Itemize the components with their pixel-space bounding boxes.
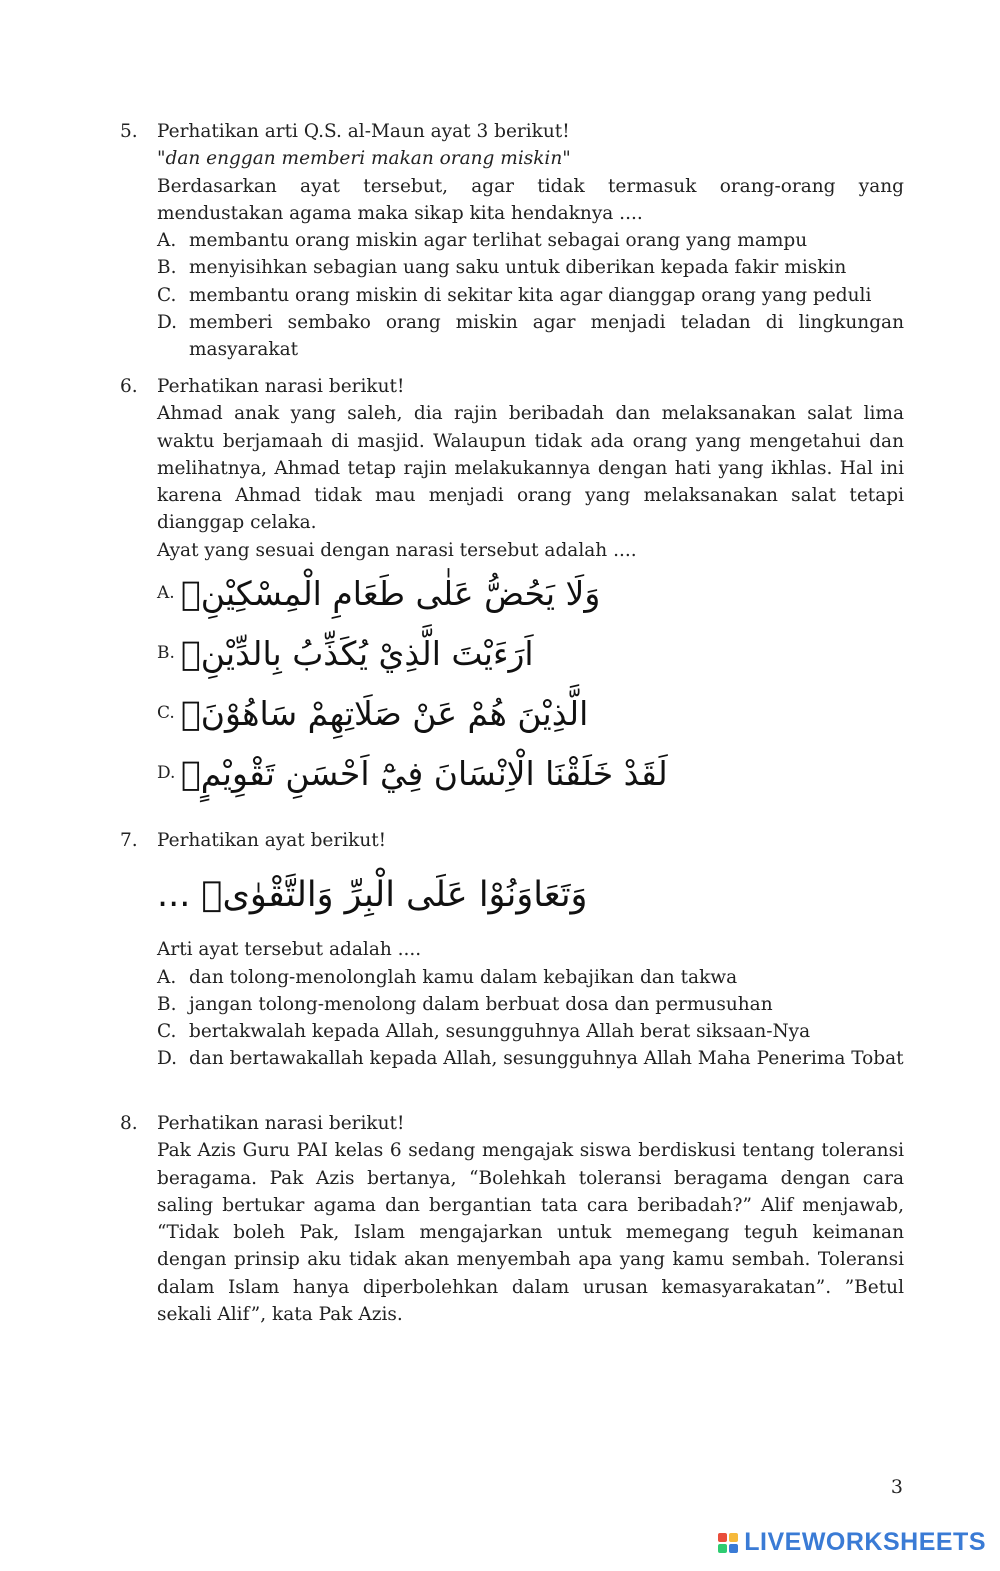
question-number: 7. bbox=[120, 830, 138, 851]
option-label: D. bbox=[157, 312, 178, 334]
option-text: dan bertawakallah kepada Allah, sesungguhnya Allah Maha Penerima Tobat bbox=[189, 1048, 904, 1070]
option-c[interactable] bbox=[157, 282, 904, 309]
option-a[interactable] bbox=[157, 564, 904, 624]
narrative-text: Pak Azis Guru PAI kelas 6 sedang mengajak siswa berdiskusi tentang toleransi beragama. Pak Azis bertanya, “Bolehkah toleransi beragama dengan cara saling bertukar agama dan bergantian tata cara beribadah?” Alif menjawab, “Tidak boleh Pak, Islam mengajarkan untuk memegang teguh keimanan dengan prinsip aku tidak akan menyembah apa yang kamu sembah. Toleransi dalam Islam hanya diperbolehkan dalam urusan kemasyarakatan”. ”Betul sekali Alif”, kata Pak Azis. bbox=[157, 1140, 904, 1326]
logo-square bbox=[718, 1533, 727, 1542]
option-label: A. bbox=[157, 966, 177, 988]
question-intro: Perhatikan arti Q.S. al-Maun ayat 3 berikut! bbox=[157, 121, 570, 142]
arabic-verse: لَقَدْ خَلَقْنَا الْاِنْسَانَ فِيْٓ اَحْسَنِ تَقْوِيْمٍۖ bbox=[181, 754, 668, 794]
option-b[interactable] bbox=[157, 624, 904, 684]
question-number: 5. bbox=[120, 121, 138, 142]
option-text: memberi sembako orang miskin agar menjadi teladan di lingkungan masyarakat bbox=[189, 312, 904, 361]
option-label: C. bbox=[157, 703, 175, 724]
logo-grid-icon bbox=[718, 1533, 738, 1553]
option-label: A. bbox=[157, 583, 175, 604]
page-number: 3 bbox=[890, 1476, 903, 1498]
question-text: Ayat yang sesuai dengan narasi tersebut adalah .... bbox=[157, 539, 637, 561]
option-label: B. bbox=[157, 257, 177, 279]
question-text: Berdasarkan ayat tersebut, agar tidak termasuk orang-orang yang mendustakan agama maka sikap kita hendaknya .... bbox=[157, 175, 904, 224]
option-d[interactable] bbox=[157, 309, 904, 364]
liveworksheets-logo[interactable] bbox=[718, 1528, 986, 1557]
option-d[interactable] bbox=[157, 744, 904, 804]
question-5 bbox=[120, 118, 904, 364]
option-text: membantu orang miskin agar terlihat sebagai orang yang mampu bbox=[189, 230, 808, 252]
option-text: menyisihkan sebagian uang saku untuk diberikan kepada fakir miskin bbox=[189, 257, 847, 279]
option-text: dan tolong-menolonglah kamu dalam kebajikan dan takwa bbox=[189, 966, 738, 988]
option-label: B. bbox=[157, 643, 175, 664]
option-label: A. bbox=[157, 230, 177, 252]
option-label: C. bbox=[157, 1021, 177, 1043]
brand-name: LIVEWORKSHEETS bbox=[744, 1528, 986, 1556]
option-c[interactable] bbox=[157, 684, 904, 744]
logo-square bbox=[718, 1544, 727, 1553]
option-b[interactable] bbox=[157, 991, 904, 1018]
option-c[interactable] bbox=[157, 1018, 904, 1045]
narrative-text: Ahmad anak yang saleh, dia rajin beribadah dan melaksanakan salat lima waktu berjamaah di masjid. Walaupun tidak ada orang yang mengetahui dan melihatnya, Ahmad tetap rajin melakukannya dengan hati yang ikhlas. Hal ini karena Ahmad tidak mau menjadi orang yang melaksanakan salat tetapi dianggap celaka. bbox=[157, 403, 904, 534]
option-a[interactable] bbox=[157, 227, 904, 254]
question-6 bbox=[120, 373, 904, 804]
question-number: 6. bbox=[120, 376, 138, 397]
quoted-verse-meaning: "dan enggan memberi makan orang miskin" bbox=[157, 148, 571, 170]
arabic-verse: الَّذِيْنَ هُمْ عَنْ صَلَاتِهِمْ سَاهُوْنَۙ bbox=[181, 694, 589, 734]
option-label: D. bbox=[157, 763, 176, 784]
option-text: membantu orang miskin di sekitar kita agar dianggap orang yang peduli bbox=[189, 284, 872, 306]
question-7 bbox=[120, 827, 904, 1073]
logo-square bbox=[729, 1544, 738, 1553]
question-intro: Perhatikan narasi berikut! bbox=[157, 376, 405, 397]
option-text: bertakwalah kepada Allah, sesungguhnya Allah berat siksaan-Nya bbox=[189, 1021, 811, 1043]
logo-square bbox=[729, 1533, 738, 1542]
question-intro: Perhatikan narasi berikut! bbox=[157, 1113, 405, 1134]
option-a[interactable] bbox=[157, 964, 904, 991]
option-d[interactable] bbox=[157, 1045, 904, 1072]
question-text: Arti ayat tersebut adalah .... bbox=[157, 939, 422, 961]
question-intro: Perhatikan ayat berikut! bbox=[157, 830, 387, 851]
option-label: C. bbox=[157, 284, 177, 306]
arabic-verse: اَرَءَيْتَ الَّذِيْ يُكَذِّبُ بِالدِّيْنِۗ bbox=[181, 634, 534, 674]
question-number: 8. bbox=[120, 1113, 138, 1134]
arabic-verse: وَتَعَاوَنُوْا عَلَى الْبِرِّ وَالتَّقْوٰىۖ ... bbox=[157, 874, 588, 915]
option-label: B. bbox=[157, 993, 177, 1015]
option-b[interactable] bbox=[157, 254, 904, 281]
option-text: jangan tolong-menolong dalam berbuat dosa dan permusuhan bbox=[189, 993, 773, 1015]
option-label: D. bbox=[157, 1048, 178, 1070]
question-8 bbox=[120, 1110, 904, 1328]
arabic-verse: وَلَا يَحُضُّ عَلٰى طَعَامِ الْمِسْكِيْنِۗ bbox=[181, 574, 601, 614]
